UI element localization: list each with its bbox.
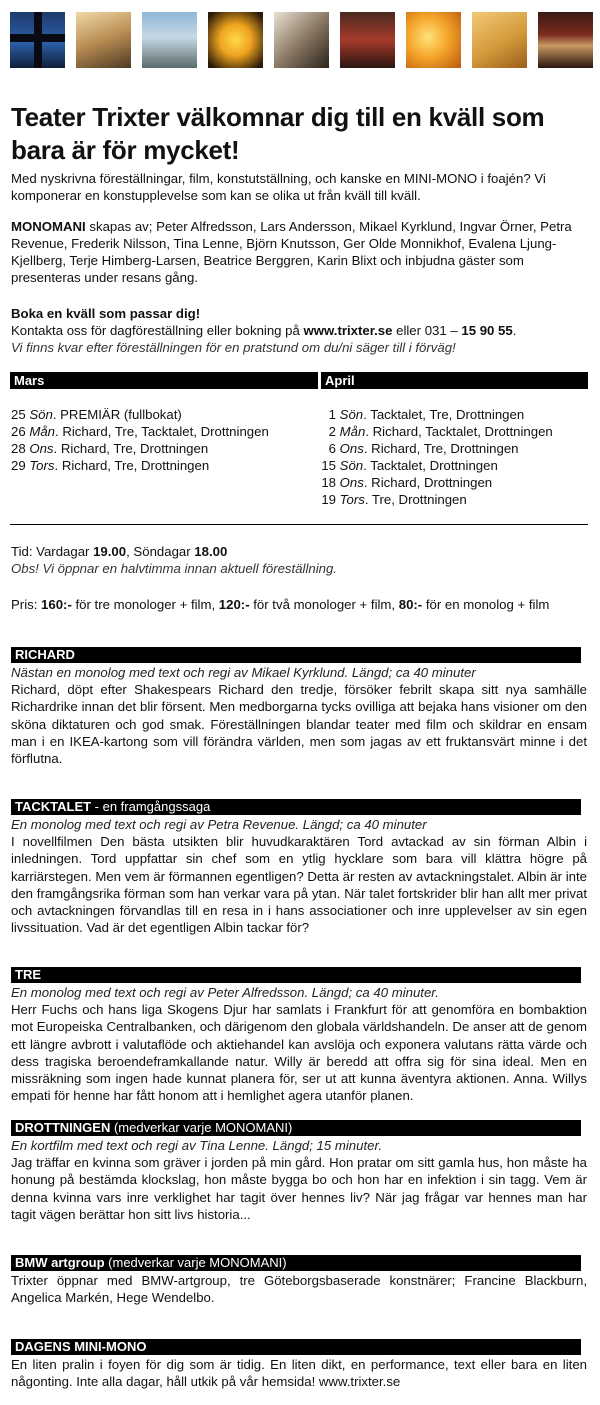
time-line: Tid: Vardagar 19.00, Söndagar 18.00 — [11, 544, 228, 559]
schedule-row: 15 Sön. Tacktalet, Drottningen — [321, 458, 498, 473]
intro-text: Med nyskrivna föreställningar, film, konstutställning, och kanske en MINI-MONO i foajén? Vi komponerar en konstupplevelse som kan se olika ut från kväll till kväll. — [11, 171, 546, 203]
thumbnail-richard-portrait — [538, 12, 593, 68]
monomani-credits — [11, 218, 589, 286]
schedule-row: 6 Ons. Richard, Tre, Drottningen — [328, 441, 519, 456]
section-header-tre: TRE — [11, 967, 581, 983]
section-body-tacktalet: I novellfilmen Den bästa utsikten blir huvudkaraktären Tord avtackad av sin förman Albin i inledningen. Tord uppfattar sin chef som en ytlig hycklare som bara vill klättra högre på karriärstegen. Men vem är förmannen egentligen? Detta är resten av avtackningstalet. Albin är inte den framgångsrika förman som han verkar vara på ytan. När talet fortskrider blir han allt mer privat och avtackningen förvandlas till en resa in i hans associationer och inre upplevelser av sin egen livssituation. Vad är det egentligen Albin tackar för? — [11, 834, 587, 936]
booking-line-mid: eller 031 – — [392, 323, 462, 338]
schedule-row: 18 Ons. Richard, Drottningen — [321, 475, 493, 490]
schedule-april — [319, 406, 553, 508]
booking-note: Vi finns kvar efter föreställningen för en pratstund om du/ni säger till i förväg! — [11, 340, 456, 355]
section-header-richard: RICHARD — [11, 647, 581, 663]
thumbnail-gold-bar — [406, 12, 461, 68]
booking-site-link[interactable]: www.trixter.se — [303, 323, 393, 338]
booking-line-end: . — [512, 323, 517, 338]
booking-line — [11, 322, 589, 339]
schedule-row: 28 Ons. Richard, Tre, Drottningen — [11, 441, 209, 456]
booking-heading: Boka en kväll som passar dig! — [11, 306, 201, 321]
section-subtitle-drottningen: En kortfilm med text och regi av Tina Lenne. Längd; 15 minuter. — [11, 1138, 383, 1153]
time-note: Obs! Vi öppnar en halvtimma innan aktuell föreställning. — [11, 561, 337, 576]
booking-line-pre: Kontakta oss för dagföreställning eller bokning på — [11, 323, 304, 338]
section-header-mini-mono: DAGENS MINI-MONO — [11, 1339, 581, 1355]
schedule-header-mars: Mars — [10, 372, 318, 389]
section-subtitle-tre: En monolog med text och regi av Peter Alfredsson. Längd; ca 40 minuter. — [11, 985, 439, 1000]
booking-phone: 15 90 55 — [461, 323, 513, 338]
schedule-row: 2 Mån. Richard, Tacktalet, Drottningen — [328, 424, 553, 439]
schedule-row: 26 Mån. Richard, Tre, Tacktalet, Drottningen — [11, 424, 269, 439]
schedule-mars — [11, 406, 269, 474]
monomani-name: MONOMANI — [11, 219, 86, 234]
monomani-text: skapas av; Peter Alfredsson, Lars Andersson, Mikael Kyrklund, Ingvar Örner, Petra Revenue, Frederik Nilsson, Tina Lenne, Björn Knutsson, Ger Olde Monnikhof, Evalena Ljung-Kjellberg, Terje Himberg-Larsen, Beatrice Berggren, Karin Blixt och inbjudna gäster som presenteras under resans gång. — [11, 219, 572, 285]
section-body-mini-mono: En liten pralin i foyen för dig som är tidig. En liten dikt, en performance, text eller bara en liten någonting. Inte alla dagar, håll utkik på vår hemsida! www.trixter.se — [11, 1357, 587, 1390]
thumbnail-cross-silhouette — [10, 12, 65, 68]
thumbnail-glowing-lamp — [208, 12, 263, 68]
thumbnail-golden-texture — [472, 12, 527, 68]
schedule-header-april: April — [321, 372, 588, 389]
section-body-richard: Richard, döpt efter Shakespears Richard den tredje, försöker febrilt skapa sitt nya samhälle Richardrike innan det blir försent. Men medborgarna tycks ovilliga att bejaka hans visioner om den sköna diktaturen och god smak. Föreställningen blandar teater med film och skildrar en ensam man i en IKEA-kartong som vill förändra världen, men som jagas av ett fruktansvärt minne i det förflutna. — [11, 682, 587, 767]
thumbnail-two-faces — [274, 12, 329, 68]
thumbnail-house — [76, 12, 131, 68]
schedule-row: 19 Tors. Tre, Drottningen — [321, 492, 467, 507]
thumbnail-mammoth — [142, 12, 197, 68]
section-header-drottningen: DROTTNINGEN (medverkar varje MONOMANI) — [11, 1120, 581, 1136]
thumbnail-king-portrait — [340, 12, 395, 68]
section-subtitle-richard: Nästan en monolog med text och regi av Mikael Kyrklund. Längd; ca 40 minuter — [11, 665, 476, 680]
thumbnail-strip — [10, 12, 590, 68]
schedule-row: 25 Sön. PREMIÄR (fullbokat) — [11, 407, 182, 422]
section-header-bmw-artgroup: BMW artgroup (medverkar varje MONOMANI) — [11, 1255, 581, 1271]
section-body-drottningen: Jag träffar en kvinna som gräver i jorden på min gård. Hon pratar om sitt gamla hus, hon måste ha honung på bestämda klockslag, hon måste bygga bo och hon har en infektion i sin tagg. Vem är denna kvinna vars inre verklighet har tagit över hennes liv? När jag frågar var hennes man har tagit vägen berättar hon sitt livs historia... — [11, 1155, 587, 1222]
schedule-row: 29 Tors. Richard, Tre, Drottningen — [11, 458, 210, 473]
section-body-bmw-artgroup: Trixter öppnar med BMW-artgroup, tre Göteborgsbaserade konstnärer; Francine Blackburn, Angelica Markén, Hege Wendelbo. — [11, 1273, 587, 1306]
section-subtitle-tacktalet: En monolog med text och regi av Petra Revenue. Längd; ca 40 minuter — [11, 817, 427, 832]
page-title: Teater Trixter välkomnar dig till en kväll som bara är för mycket! — [11, 102, 545, 165]
schedule-row: 1 Sön. Tacktalet, Tre, Drottningen — [328, 407, 525, 422]
section-header-tacktalet: TACKTALET - en framgångssaga — [11, 799, 581, 815]
section-body-tre: Herr Fuchs och hans liga Skogens Djur har samlats i Frankfurt för att genomföra en bombaktion mot Europeiska Centralbanken, och därigenom den globala världshandeln. De anser att de genom ett längre avbrott i valutaflöde och aktiehandel kan avslöja och exponera valutans rätta värde och dess tragiska beroendeframkallande natur. Willy är beredd att offra sig för sina ideal. Men en missräkning som ingen hade kunnat planera för, ser ut att kunna äventyra aktionen. Anna. Willys empati för henne har fått honom att i hemlighet agera utanför planen. — [11, 1002, 587, 1104]
price-line: Pris: 160:- för tre monologer + film, 120:- för två monologer + film, 80:- för en monolog + film — [11, 597, 550, 612]
divider — [10, 524, 588, 525]
